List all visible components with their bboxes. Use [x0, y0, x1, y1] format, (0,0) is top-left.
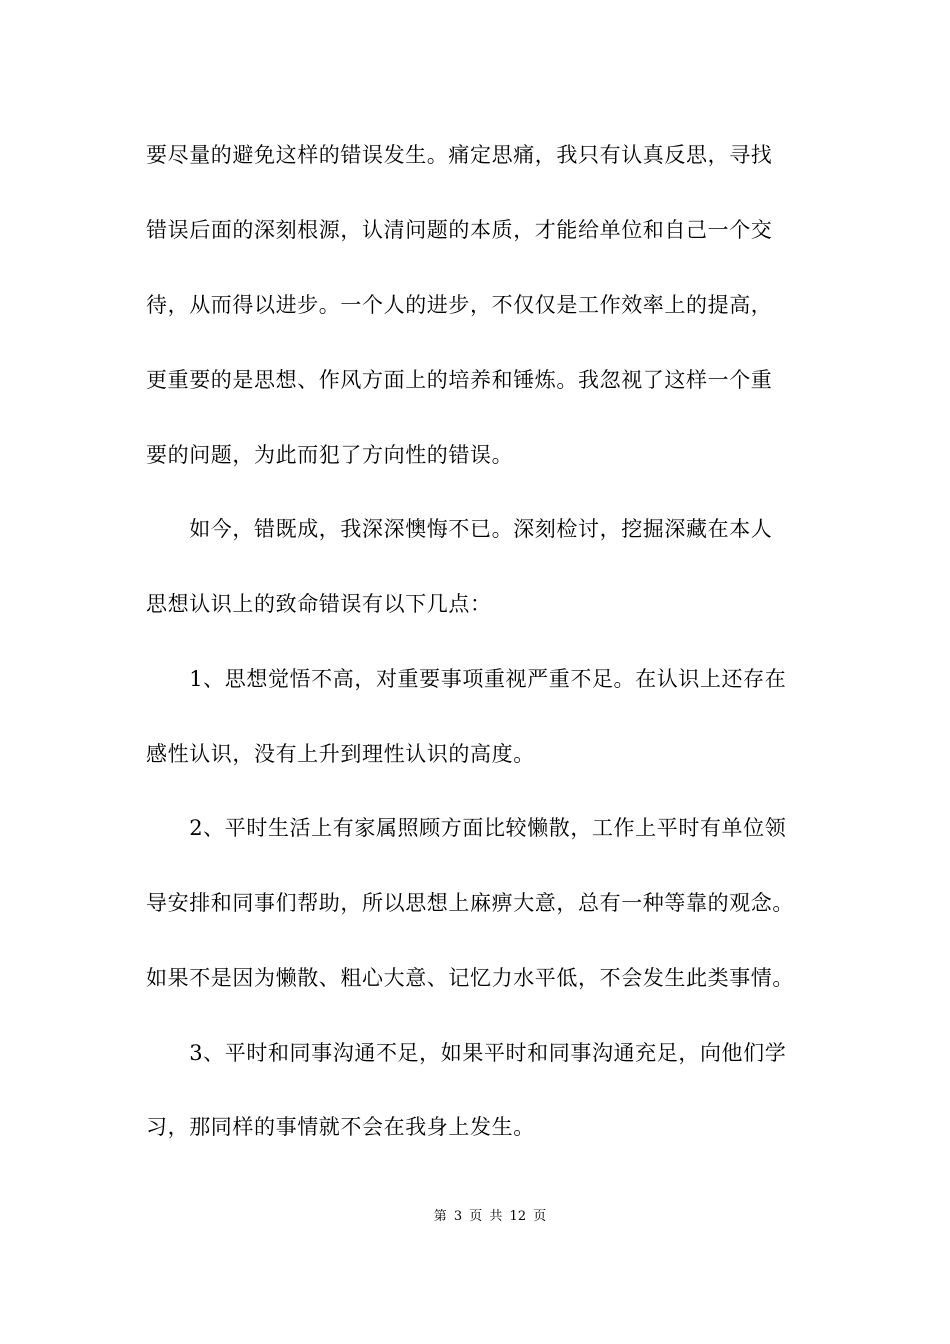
text-line: 要尽量的避免这样的错误发生。痛定思痛，我只有认真反思，寻找	[146, 143, 773, 167]
text-line: 感性认识，没有上升到理性认识的高度。	[146, 742, 535, 766]
text-line: 如果不是因为懒散、粗心大意、记忆力水平低，不会发生此类事情。	[146, 966, 794, 990]
text-line: 2、平时生活上有家属照顾方面比较懒散，工作上平时有单位领	[146, 816, 787, 840]
text-line: 习，那同样的事情就不会在我身上发生。	[146, 1115, 535, 1139]
page-number-footer: 第 3 页 共 12 页	[433, 1209, 547, 1224]
text-line: 要的问题，为此而犯了方向性的错误。	[146, 443, 514, 467]
text-line: 思想认识上的致命错误有以下几点：	[146, 592, 492, 616]
text-line: 1、思想觉悟不高，对重要事项重视严重不足。在认识上还存在	[146, 667, 787, 691]
text-line: 如今，错既成，我深深懊悔不已。深刻检讨，挖掘深藏在本人	[146, 517, 773, 541]
text-line: 更重要的是思想、作风方面上的培养和锤炼。我忽视了这样一个重	[146, 368, 773, 392]
text-line: 错误后面的深刻根源，认清问题的本质，才能给单位和自己一个交	[146, 218, 773, 242]
text-line: 导安排和同事们帮助，所以思想上麻痹大意，总有一种等靠的观念。	[146, 891, 794, 915]
text-line: 待，从而得以进步。一个人的进步，不仅仅是工作效率上的提高，	[146, 293, 773, 317]
text-line: 3、平时和同事沟通不足，如果平时和同事沟通充足，向他们学	[146, 1041, 787, 1065]
